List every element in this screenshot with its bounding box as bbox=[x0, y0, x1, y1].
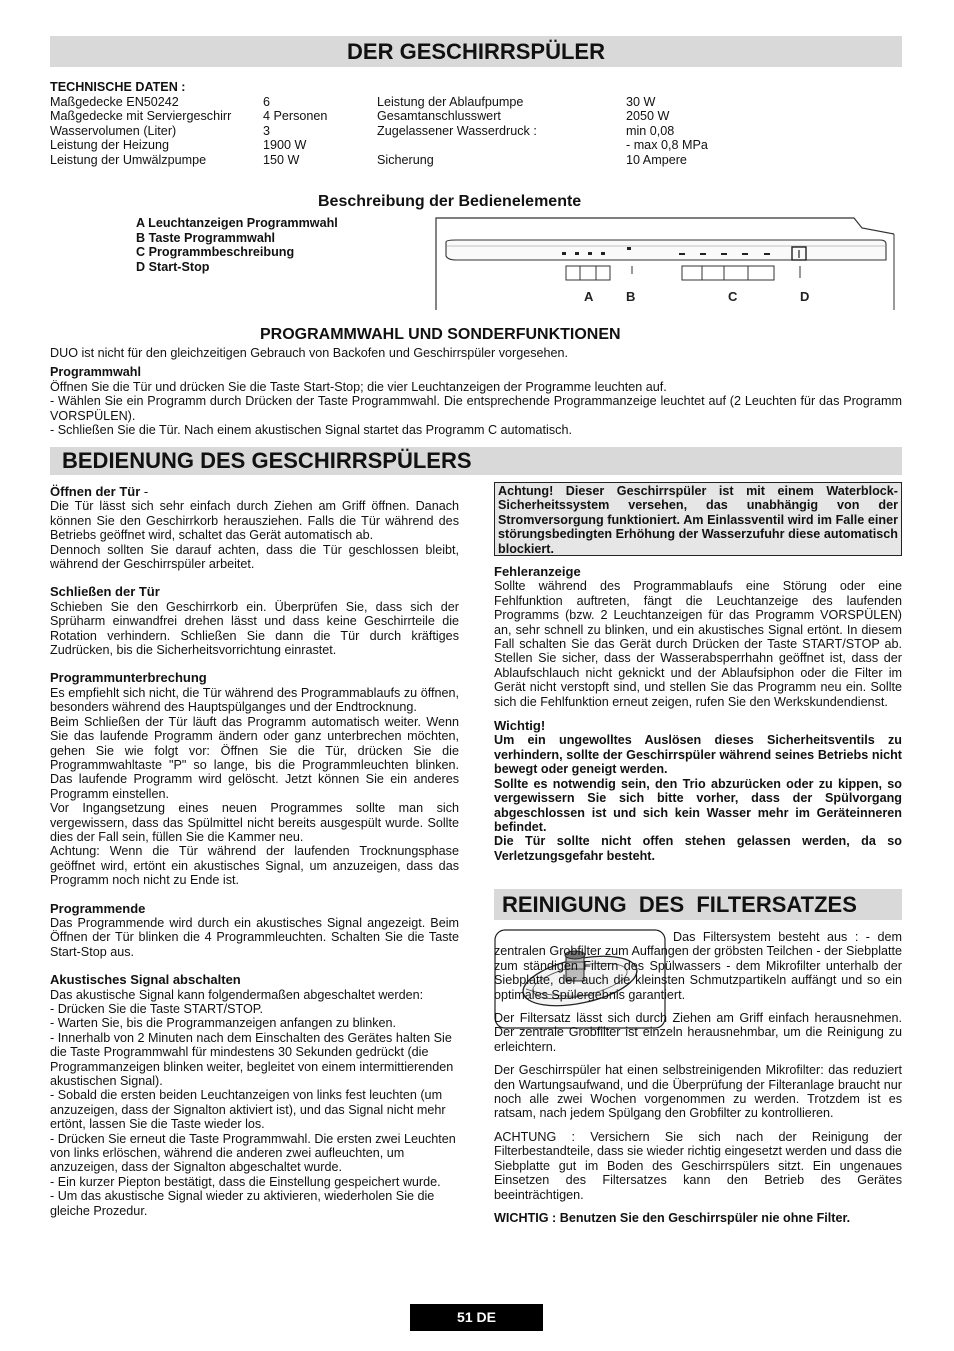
spec-label: Leistung der Umwälzpumpe bbox=[50, 152, 207, 167]
section-title: Akustisches Signal abschalten bbox=[50, 972, 241, 988]
technical-data-heading: TECHNISCHE DATEN : bbox=[50, 80, 186, 94]
section-paragraph: Dennoch sollten Sie darauf achten, dass die Tür geschlossen bleibt, während der Geschirrspüler arbeitet. bbox=[50, 542, 459, 572]
filter-paragraph: Der Geschirrspüler hat einen selbstreinigenden Mikrofilter: das reduziert den Wartungsaufwand, und die Überprüfung der Filteranlage braucht nur noch alle zwei Wochen vorgenommen zu werden. Trotzdem ist es ratsam, nach jedem Spülgang den Grobfilter zu kontrollieren. bbox=[494, 1063, 902, 1121]
filter-intro: Das Filtersystem besteht aus : - dem zentralen Grobfilter zum Auffangen der gröbsten Teilchen - der Siebplatte zum ständigen Filtern des Spülwassers - dem Mikrofilter unterhalb der Siebplatte, der auch die kleinsten Schmutzpartikeln auffängt und so ein optimales Spülergebnis garantiert. bbox=[494, 930, 902, 1002]
section-paragraph: Die Tür lässt sich sehr einfach durch Ziehen am Griff öffnen. Danach können Sie den Geschirrkorb herausziehen. Falls die Tür während des Betriebs geöffnet wird, schaltet das Gerät automatisch ab. bbox=[50, 499, 459, 543]
page-title: DER GESCHIRRSPÜLER bbox=[50, 36, 902, 67]
label-b: B bbox=[626, 289, 636, 304]
program-paragraph: Öffnen Sie die Tür und drücken Sie die Taste Start-Stop; die vier Leuchtanzeigen der Programme leuchten auf. bbox=[50, 379, 667, 394]
operation-column bbox=[50, 485, 459, 1218]
spec-label: Gesamtanschlusswert bbox=[377, 109, 501, 124]
label-d: D bbox=[800, 289, 810, 304]
waterblock-warning-box: Achtung! Dieser Geschirrspüler ist mit einem Waterblock-Sicherheitssystem versehen, das unabhängig von der Stromversorgung funktioniert. Am Einlassventil wird im Falle einer störungsbedingten Erhöhung der Wasserzufuhr diese automatisch blockiert. bbox=[494, 482, 902, 556]
section-paragraph: Achtung: Wenn die Tür während der laufenden Trocknungsphase geöffnet wird, ertönt ein akustisches Signal, um anzuzeigen, dass das Programm noch nicht zu Ende ist. bbox=[50, 844, 459, 888]
section-paragraph: Beim Schließen der Tür läuft das Programm automatisch weiter. Wenn Sie das laufende Programm ändern oder ganz unterbrechen möchten, gehen Sie wie folgt vor: Öffnen Sie die Tür, drücken Sie die Programmwahltaste "P" so lange, bis die Programmleuchten blinken. Das laufende Programm wird gelöscht. Jetzt können Sie ein anderes Programm einstellen. bbox=[50, 714, 459, 801]
label-c: C bbox=[728, 289, 738, 304]
spec-value: 30 W bbox=[626, 94, 656, 109]
section-paragraph: - Warten Sie, bis die Programmanzeigen anfangen zu blinken. bbox=[50, 1016, 397, 1031]
section-paragraph: - Sobald die ersten beiden Leuchtanzeigen von links fest leuchten (um anzuzeigen, dass der Signalton aktiviert ist), und das Signal nicht mehr ertönt, lassen Sie die Taste wieder los. bbox=[50, 1088, 446, 1132]
important-title: Wichtig! bbox=[494, 718, 546, 734]
program-paragraph: - Schließen Sie die Tür. Nach einem akustischen Signal startet das Programm C automatisch. bbox=[50, 423, 572, 438]
spec-value: 2050 W bbox=[626, 109, 670, 124]
section-heading bbox=[50, 485, 459, 499]
spec-row bbox=[50, 153, 910, 168]
section-title: Schließen der Tür bbox=[50, 584, 160, 600]
important-paragraph: Um ein ungewolltes Auslösen dieses Sicherheitsventils zu verhindern, sollte der Geschirrspüler während seines Betriebs nicht bewegt oder geneigt werden. bbox=[494, 733, 902, 777]
controls-legend bbox=[136, 216, 338, 274]
section-paragraph: Das Programmende wird durch ein akustisches Signal angezeigt. Beim Öffnen der Tür blinken die 4 Programmleuchten. Schalten Sie die Taste Start-Stop aus. bbox=[50, 915, 459, 959]
legend-item-d: D Start-Stop bbox=[136, 259, 210, 274]
section-paragraph: Es empfiehlt sich nicht, die Tür während des Programmablaufs zu öffnen, besonders während des Hauptspülganges und der Endtrocknung. bbox=[50, 685, 459, 715]
spec-label: Wasservolumen (Liter) bbox=[50, 123, 177, 138]
spec-value: min 0,08 bbox=[626, 123, 675, 138]
section-suffix: - bbox=[140, 484, 149, 499]
program-heading: PROGRAMMWAHL UND SONDERFUNKTIONEN bbox=[260, 326, 621, 343]
legend-item-c: C Programmbeschreibung bbox=[136, 245, 295, 260]
important-paragraph: Die Tür sollte nicht offen stehen gelassen werden, da so Verletzungsgefahr besteht. bbox=[494, 834, 902, 863]
control-panel-illustration bbox=[434, 216, 900, 312]
spec-label: Zugelassener Wasserdruck : bbox=[377, 123, 537, 138]
filter-column bbox=[494, 930, 902, 1225]
error-paragraph: Sollte während des Programmablaufs eine Störung oder eine Fehlfunktion auftreten, fängt die Leuchtanzeige des laufenden Programms (bzw. 2 Leuchtanzeigen für das Programm VORSPÜLEN) an, sehr schnell zu blinken, und ein akustisches Signal ertönt. In diesem Fall schalten Sie das Gerät durch Drücken der Taste START/STOP ab. Stellen Sie sicher, dass der Wasserabsperrhahn geöffnet ist, dass der Ablaufschlauch nicht geknickt und der Ablaufsiphon oder die Filter im Gerät nicht verstopft sind, und stellen Sie das Programm neu ein. Sollte sich die Fehlfunktion erneut zeigen, rufen Sie den Werkskundendienst. bbox=[494, 579, 902, 709]
spec-row bbox=[50, 138, 910, 153]
section-title: Programmende bbox=[50, 900, 146, 916]
important-paragraph: Sollte es notwendig sein, den Trio abzurücken oder zu kippen, so vergewissern Sie sich bitte vorher, dass der Spülvorgang abgeschlossen ist und sich kein Wasser mehr im Geräteinneren befindet. bbox=[494, 776, 902, 834]
program-intro: DUO ist nicht für den gleichzeitigen Gebrauch von Backofen und Geschirrspüler vorgesehen. bbox=[50, 346, 569, 360]
filter-heading: REINIGUNG DES FILTERSATZES bbox=[494, 889, 902, 920]
spec-row bbox=[50, 109, 910, 124]
spec-label: Maßgedecke EN50242 bbox=[50, 94, 179, 109]
section-paragraph: - Um das akustische Signal wieder zu aktivieren, wiederholen Sie die gleiche Prozedur. bbox=[50, 1189, 435, 1218]
section-paragraph: - Ein kurzer Piepton bestätigt, dass die Einstellung gespeichert wurde. bbox=[50, 1174, 441, 1189]
spec-value: 6 bbox=[263, 94, 271, 109]
error-title: Fehleranzeige bbox=[494, 564, 581, 579]
spec-label: Sicherung bbox=[377, 152, 434, 167]
spec-value: 150 W bbox=[263, 152, 300, 167]
filter-paragraph: ACHTUNG : Versichern Sie sich nach der Reinigung der Filterbestandteile, dass sie wieder richtig eingesetzt werden und dass die Siebplatte gut im Boden des Geschirrspülers sitzt. Ein ungenaues Einsetzen des Filtersatzes kann den Betrieb des Gerätes beeinträchtigen. bbox=[494, 1129, 902, 1202]
program-subheading: Programmwahl bbox=[50, 365, 141, 380]
filter-paragraph: Der Filtersatz lässt sich durch Ziehen am Griff einfach herausnehmen. Der zentrale Grobfilter ist einzeln herausnehmbar, um die Reinigung zu erleichtern. bbox=[494, 1011, 902, 1054]
program-section bbox=[50, 346, 902, 437]
label-a: A bbox=[584, 289, 594, 304]
program-paragraph: - Wählen Sie ein Programm durch Drücken der Taste Programmwahl. Die entsprechende Programmanzeige leuchtet auf (2 Leuchten für das Programm VORSPÜLEN). bbox=[50, 394, 902, 423]
spec-label: Leistung der Ablaufpumpe bbox=[377, 94, 524, 109]
section-title: Programmunterbrechung bbox=[50, 670, 207, 686]
section-paragraph: - Drücken Sie erneut die Taste Programmwahl. Die ersten zwei Leuchten von links erlöschen, während die anderen zwei aufleuchten, um anzuzeigen, dass der Signalton abgeschaltet wurde. bbox=[50, 1131, 456, 1175]
section-paragraph: Vor Ingangsetzung eines neuen Programmes sollte man sich vergewissern, dass das Spülmittel nicht bereits ausgespült wurde. Sollte dies der Fall sein, füllen Sie die Kammer neu. bbox=[50, 801, 459, 844]
spec-value: - max 0,8 MPa bbox=[626, 138, 708, 153]
technical-data bbox=[50, 80, 910, 168]
section-title: Öffnen der Tür bbox=[50, 484, 141, 499]
section-paragraph: - Drücken Sie die Taste START/STOP. bbox=[50, 1002, 264, 1016]
spec-value: 3 bbox=[263, 123, 271, 138]
section-paragraph: Schieben Sie den Geschirrkorb ein. Überprüfen Sie, dass sich der Sprüharm einwandfrei drehen lässt und dass keine Geschirrteile die Rotation verhindern. Schließen Sie dann die Tür durch kräftiges Zudrücken, bis die Sicherheitsvorrichtung einrastet. bbox=[50, 599, 459, 658]
spec-row bbox=[50, 124, 910, 139]
controls-heading: Beschreibung der Bedienelemente bbox=[318, 193, 582, 210]
section-paragraph: Das akustische Signal kann folgendermaßen abgeschaltet werden: bbox=[50, 987, 424, 1002]
error-column bbox=[494, 565, 902, 863]
spec-row bbox=[50, 95, 910, 110]
spec-value: 10 Ampere bbox=[626, 152, 687, 167]
filter-warning: WICHTIG : Benutzen Sie den Geschirrspüler nie ohne Filter. bbox=[494, 1210, 851, 1225]
page-number: 51 DE bbox=[410, 1304, 543, 1331]
spec-label: Maßgedecke mit Serviergeschirr bbox=[50, 109, 232, 124]
section-paragraph: - Innerhalb von 2 Minuten nach dem Einschalten des Gerätes halten Sie die Taste Programmwahl für mindestens 30 Sekunden gedrückt (die Programmanzeigen blinken weiter, begleitet von einem intermittierenden akustischen Signal). bbox=[50, 1030, 454, 1089]
legend-item-b: B Taste Programmwahl bbox=[136, 230, 276, 245]
legend-item-a: A Leuchtanzeigen Programmwahl bbox=[136, 216, 338, 230]
operation-heading: BEDIENUNG DES GESCHIRRSPÜLERS bbox=[50, 447, 902, 475]
spec-value: 4 Personen bbox=[263, 109, 328, 124]
spec-label: Leistung der Heizung bbox=[50, 138, 170, 153]
spec-value: 1900 W bbox=[263, 138, 307, 153]
